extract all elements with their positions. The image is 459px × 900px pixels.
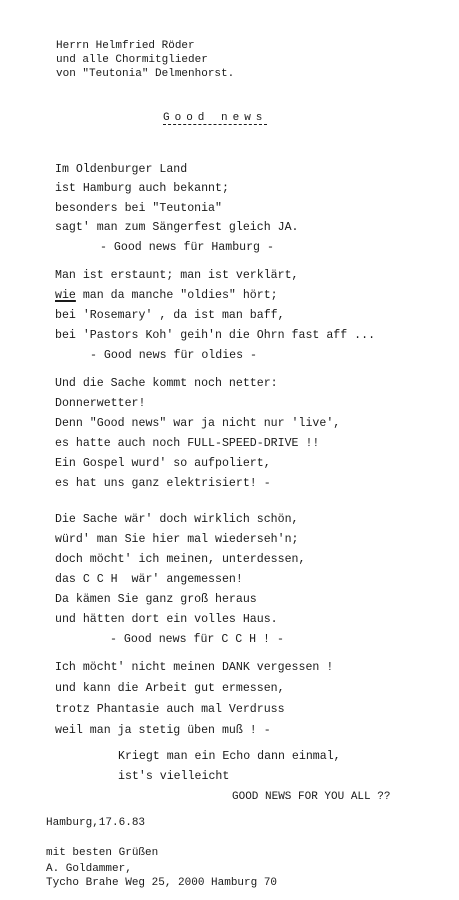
document-title: Good news	[163, 112, 268, 124]
poem-line: und kann die Arbeit gut ermessen,	[55, 682, 285, 695]
poem-line-rest: man da manche "oldies" hört;	[75, 289, 278, 302]
poem-line: Kriegt man ein Echo dann einmal,	[118, 750, 341, 763]
poem-line: Die Sache wär' doch wirklich schön,	[55, 513, 299, 526]
final-line: GOOD NEWS FOR YOU ALL ??	[232, 791, 391, 803]
poem-line: doch möcht' ich meinen, unterdessen,	[55, 553, 306, 566]
greeting: mit besten Grüßen	[46, 847, 159, 859]
poem-line: Da kämen Sie ganz groß heraus	[55, 593, 257, 606]
poem-line: es hatte auch noch FULL-SPEED-DRIVE !!	[55, 437, 320, 450]
poem-refrain: - Good news für Hamburg -	[100, 241, 274, 254]
poem-line: sagt' man zum Sängerfest gleich JA.	[55, 221, 299, 234]
poem-line: bei 'Rosemary' , da ist man baff,	[55, 309, 285, 322]
emphasized-word: wie	[55, 289, 76, 302]
poem-line: Ich möcht' nicht meinen DANK vergessen !	[55, 661, 334, 674]
poem-refrain: - Good news für oldies -	[90, 349, 257, 362]
poem-line: würd' man Sie hier mal wiederseh'n;	[55, 533, 299, 546]
poem-line: Donnerwetter!	[55, 397, 146, 410]
sender-address: Tycho Brahe Weg 25, 2000 Hamburg 70	[46, 877, 278, 889]
poem-line: Und die Sache kommt noch netter:	[55, 377, 278, 390]
poem-line	[55, 290, 278, 302]
poem-line: ist's vielleicht	[118, 770, 230, 783]
poem-line: Denn "Good news" war ja nicht nur 'live',	[55, 417, 341, 430]
poem-line: weil man ja stetig üben muß ! -	[55, 724, 271, 737]
poem-line: Man ist erstaunt; man ist verklärt,	[55, 269, 299, 282]
poem-line: ist Hamburg auch bekannt;	[55, 182, 229, 195]
poem-line: trotz Phantasie auch mal Verdruss	[55, 703, 285, 716]
poem-line: das C C H wär' angemessen!	[55, 573, 243, 586]
recipient-line-1: Herrn Helmfried Röder	[56, 40, 195, 52]
poem-refrain: - Good news für C C H ! -	[110, 633, 284, 646]
poem-line: Ein Gospel wurd' so aufpoliert,	[55, 457, 271, 470]
sender-name: A. Goldammer,	[46, 863, 132, 875]
place-date: Hamburg,17.6.83	[46, 817, 146, 829]
recipient-line-3: von "Teutonia" Delmenhorst.	[56, 68, 235, 80]
recipient-line-2: und alle Chormitglieder	[56, 54, 208, 66]
poem-line: bei 'Pastors Koh' geih'n die Ohrn fast aff ...	[55, 329, 376, 342]
poem-line: besonders bei "Teutonia"	[55, 202, 222, 215]
poem-line: es hat uns ganz elektrisiert! -	[55, 477, 271, 490]
poem-line: Im Oldenburger Land	[55, 163, 188, 176]
poem-line: und hätten dort ein volles Haus.	[55, 613, 278, 626]
